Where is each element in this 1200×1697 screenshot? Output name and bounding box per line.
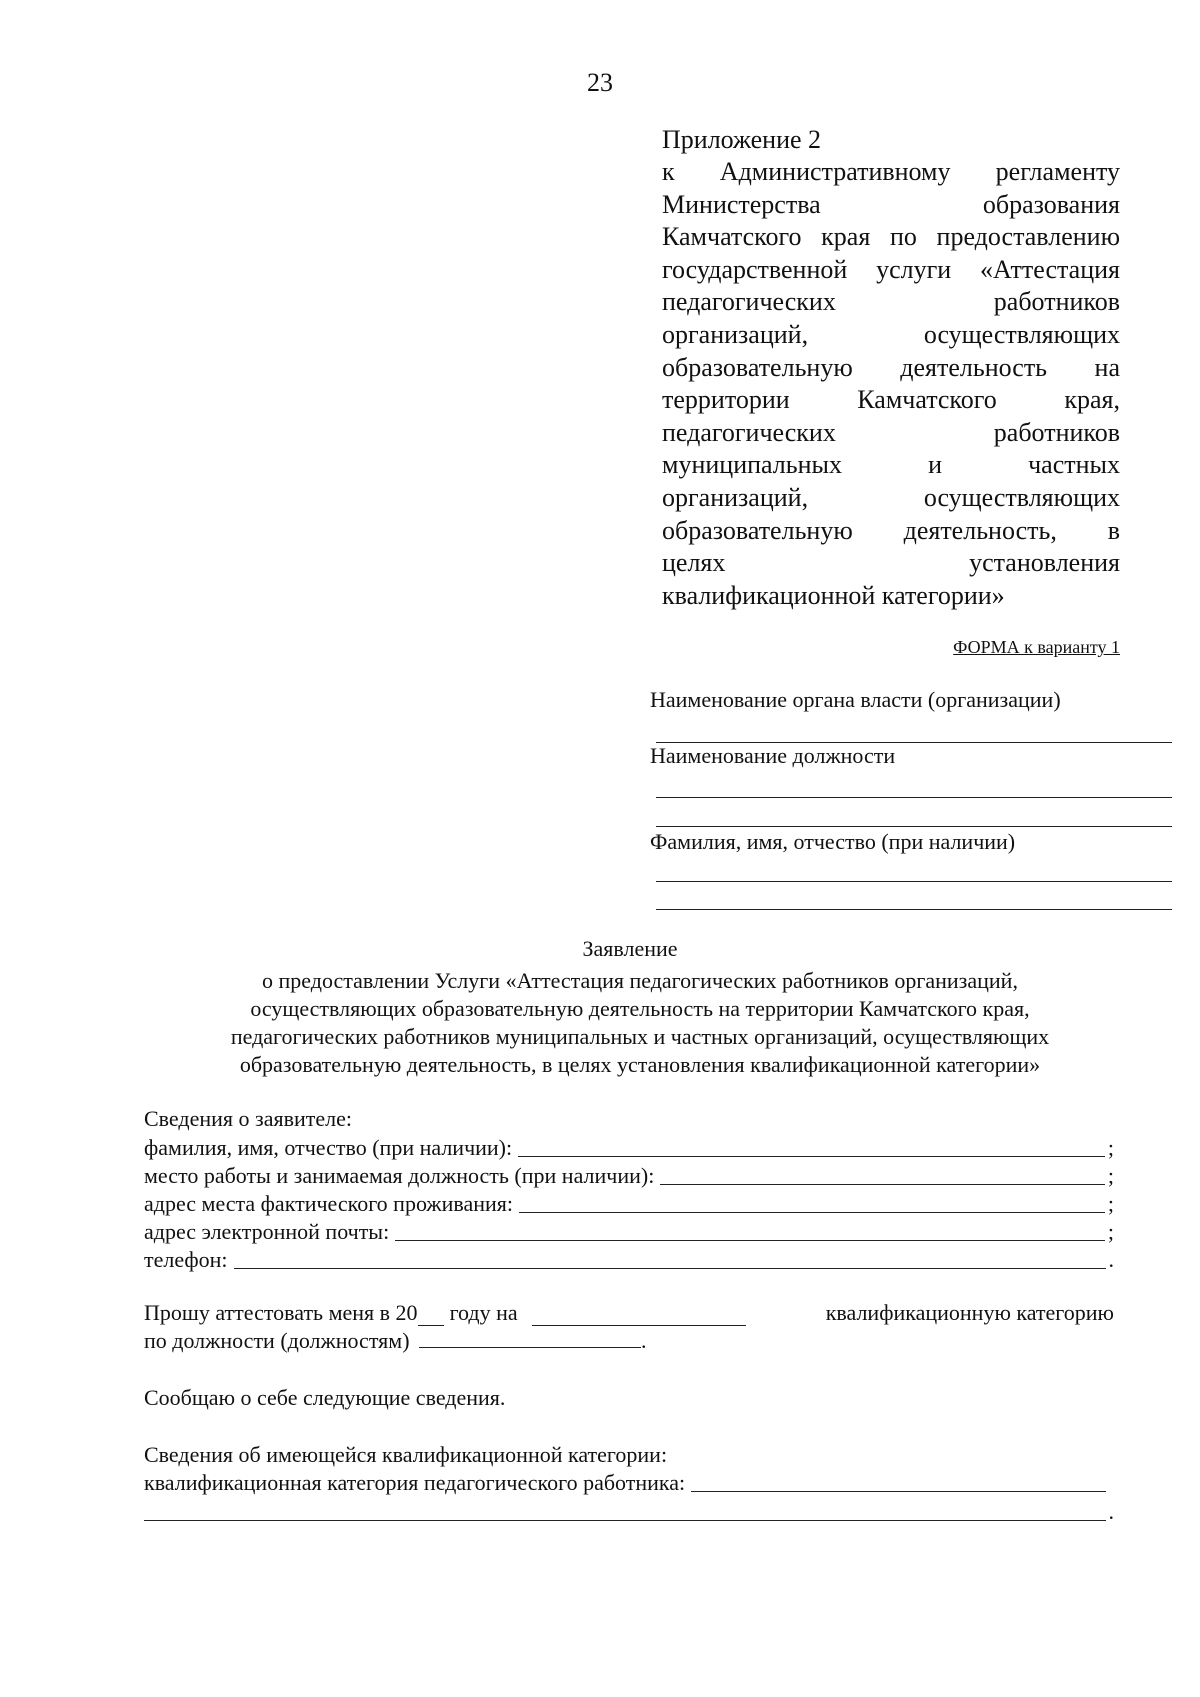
self-info-text: Сообщаю о себе следующие сведения. <box>144 1385 506 1410</box>
qualification-label: квалификационная категория педагогического работника: <box>144 1470 686 1495</box>
applicant-field-input[interactable] <box>519 1212 1105 1213</box>
applicant-field-end: ; <box>1107 1219 1114 1244</box>
qualification-field[interactable] <box>691 1491 1106 1492</box>
applicant-field-end: ; <box>1107 1163 1114 1188</box>
appendix-title: Приложение 2 <box>662 125 822 154</box>
applicant-field-input[interactable] <box>234 1268 1106 1269</box>
applicant-field-input[interactable] <box>518 1156 1105 1157</box>
appendix-body <box>662 156 1120 612</box>
qualification-row <box>144 1468 1109 1496</box>
request-line-2-end: . <box>641 1328 647 1353</box>
appendix-line: образовательную деятельность, в <box>662 515 1120 545</box>
applicant-field-label: адрес электронной почты: <box>144 1219 390 1244</box>
appendix-line: квалификационной категории» <box>662 580 1005 610</box>
applicant-field-label: адрес места фактического проживания: <box>144 1191 514 1216</box>
applicant-field-end: ; <box>1107 1191 1114 1216</box>
statement-subtitle-line: о предоставлении Услуги «Аттестация педагогических работников организаций, <box>262 968 1018 993</box>
applicant-field-label: фамилия, имя, отчество (при наличии): <box>144 1135 513 1160</box>
request-text-3: квалификационную категорию <box>825 1300 1114 1325</box>
year-field[interactable] <box>418 1324 444 1326</box>
qualification-field-line-2[interactable] <box>144 1520 1106 1521</box>
appendix-line: целях установления <box>662 548 1120 578</box>
applicant-field-input[interactable] <box>660 1184 1105 1185</box>
fio-field-line-1[interactable] <box>656 881 1172 882</box>
applicant-field-row <box>144 1133 1114 1161</box>
fio-field-line-2[interactable] <box>656 909 1172 910</box>
appendix-line: педагогических работников <box>662 287 1120 317</box>
request-position-field[interactable] <box>419 1346 641 1348</box>
statement-subtitle-line: осуществляющих образовательную деятельность на территории Камчатского края, <box>250 996 1030 1021</box>
applicant-field-end: ; <box>1107 1135 1114 1160</box>
authority-label: Наименование органа власти (организации) <box>650 687 1061 712</box>
applicant-field-row <box>144 1245 1114 1273</box>
applicant-field-row <box>144 1161 1114 1189</box>
position-label: Наименование должности <box>650 743 896 768</box>
page-number: 23 <box>587 68 613 97</box>
request-line-2 <box>144 1328 647 1354</box>
applicant-field-end: . <box>1108 1247 1114 1272</box>
applicant-field-row <box>144 1217 1114 1245</box>
statement-subtitle-line: педагогических работников муниципальных и частных организаций, осуществляющих <box>230 1024 1050 1049</box>
statement-subtitle <box>140 967 1140 1079</box>
position-text: по должности (должностям) <box>144 1328 410 1353</box>
appendix-line: территории Камчатского края, <box>662 385 1120 415</box>
appendix-block <box>662 124 1120 612</box>
qualification-end: . <box>1108 1499 1114 1524</box>
request-line <box>144 1300 1114 1326</box>
fio-label: Фамилия, имя, отчество (при наличии) <box>650 829 1016 854</box>
applicant-field-row <box>144 1189 1114 1217</box>
appendix-line: государственной услуги «Аттестация <box>662 254 1120 284</box>
position-field-line-2[interactable] <box>656 826 1172 827</box>
position-field-line-1[interactable] <box>656 797 1172 798</box>
appendix-line: организаций, осуществляющих <box>662 482 1120 512</box>
request-text-2: году на <box>449 1300 518 1325</box>
qualification-row-2 <box>144 1497 1114 1525</box>
appendix-line: образовательную деятельность на <box>662 352 1120 382</box>
applicant-field-label: место работы и занимаемая должность (при наличии): <box>144 1163 655 1188</box>
category-field[interactable] <box>532 1324 746 1326</box>
statement-title: Заявление <box>582 936 678 961</box>
form-variant-label: ФОРМА к варианту 1 <box>953 637 1120 657</box>
appendix-line: Камчатского края по предоставлению <box>662 222 1120 252</box>
appendix-line: педагогических работников <box>662 417 1120 447</box>
qualification-heading: Сведения об имеющейся квалификационной категории: <box>144 1442 668 1467</box>
applicant-field-label: телефон: <box>144 1247 228 1272</box>
appendix-line: к Административному регламенту <box>662 157 1120 186</box>
statement-subtitle-line: образовательную деятельность, в целях установления квалификационной категории» <box>239 1052 1041 1077</box>
applicant-heading: Сведения о заявителе: <box>144 1106 353 1131</box>
appendix-line: организаций, осуществляющих <box>662 319 1120 349</box>
appendix-line: Министерства образования <box>662 189 1120 219</box>
request-text-1: Прошу аттестовать меня в 20 <box>144 1300 418 1325</box>
applicant-field-input[interactable] <box>395 1240 1105 1241</box>
appendix-line: муниципальных и частных <box>662 450 1120 480</box>
